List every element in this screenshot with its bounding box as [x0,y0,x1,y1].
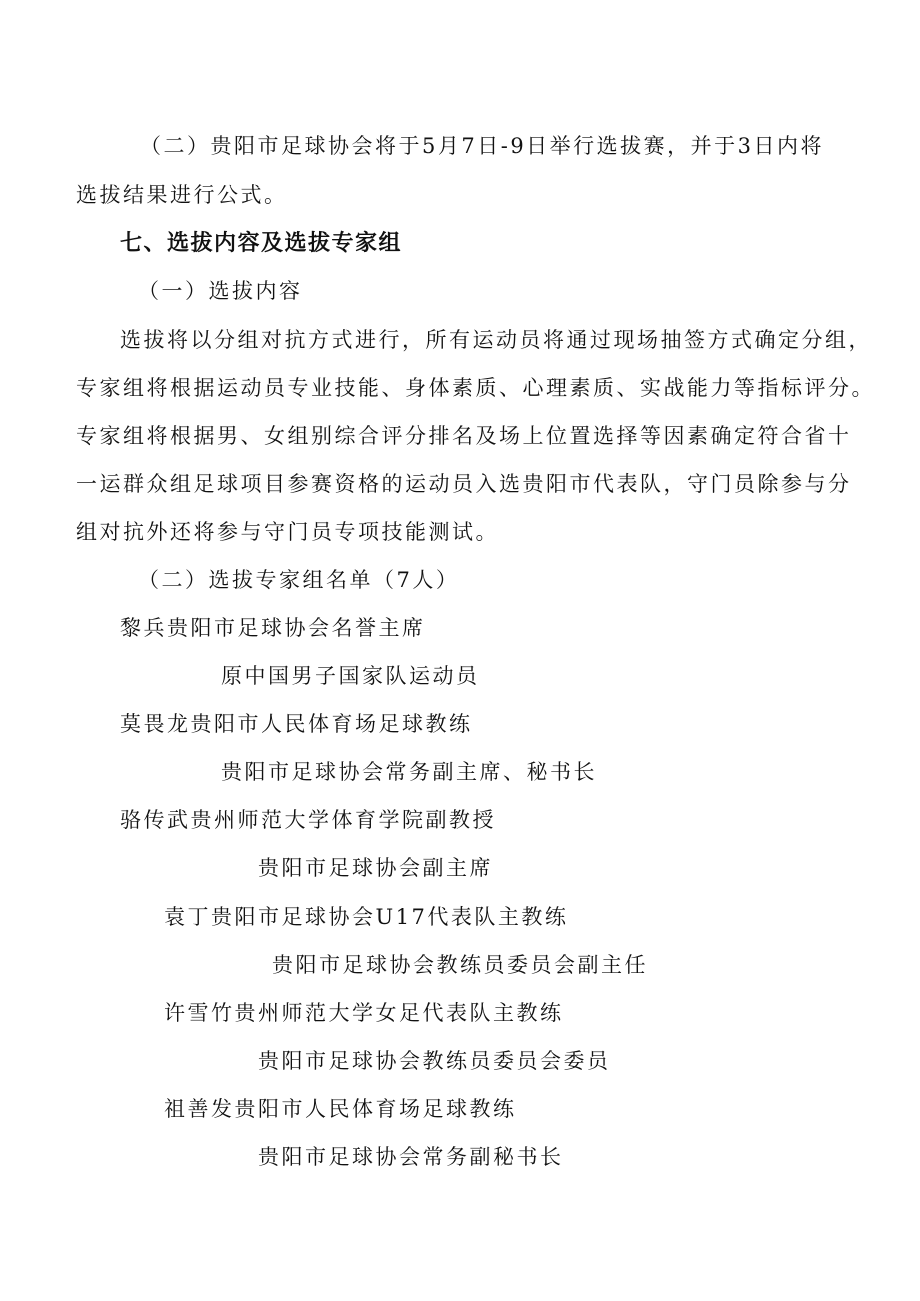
content-line-4: 一运群众组足球项目参赛资格的运动员入选贵阳市代表队，守门员除参与分 [76,472,852,496]
expert-6-line-1: 祖善发贵阳市人民体育场足球教练 [164,1097,517,1121]
expert-5-line-2: 贵阳市足球协会教练员委员会委员 [258,1049,611,1073]
expert-4-line-1: 袁丁贵阳市足球协会U17代表队主教练 [164,905,569,929]
expert-3-line-1: 骆传武贵州师范大学体育学院副教授 [120,808,496,832]
content-line-5: 组对抗外还将参与守门员专项技能测试。 [76,520,499,544]
expert-6-line-2: 贵阳市足球协会常务副秘书长 [258,1145,564,1169]
selection-time-line-1: （二）贵阳市足球协会将于5月7日-9日举行选拔赛，并于3日内将 [140,134,825,158]
content-line-1: 选拔将以分组对抗方式进行，所有运动员将通过现场抽签方式确定分组， [120,328,872,352]
expert-2-line-2: 贵阳市足球协会常务副主席、秘书长 [221,760,597,784]
subsection-content-title: （一）选拔内容 [138,279,303,303]
expert-1-line-2: 原中国男子国家队运动员 [221,664,480,688]
content-line-3: 专家组将根据男、女组别综合评分排名及场上位置选择等因素确定符合省十 [76,424,852,448]
subsection-experts-title: （二）选拔专家组名单（7人） [138,568,460,592]
content-line-2: 专家组将根据运动员专业技能、身体素质、心理素质、实战能力等指标评分。 [76,376,875,400]
expert-1-line-1: 黎兵贵阳市足球协会名誉主席 [120,616,426,640]
expert-2-line-1: 莫畏龙贵阳市人民体育场足球教练 [120,712,473,736]
selection-time-line-2: 选拔结果进行公式。 [76,183,288,207]
section-heading: 七、选拔内容及选拔专家组 [120,231,403,256]
expert-3-line-2: 贵阳市足球协会副主席 [258,856,493,880]
expert-5-line-1: 许雪竹贵州师范大学女足代表队主教练 [164,1001,564,1025]
expert-4-line-2: 贵阳市足球协会教练员委员会副主任 [272,953,648,977]
